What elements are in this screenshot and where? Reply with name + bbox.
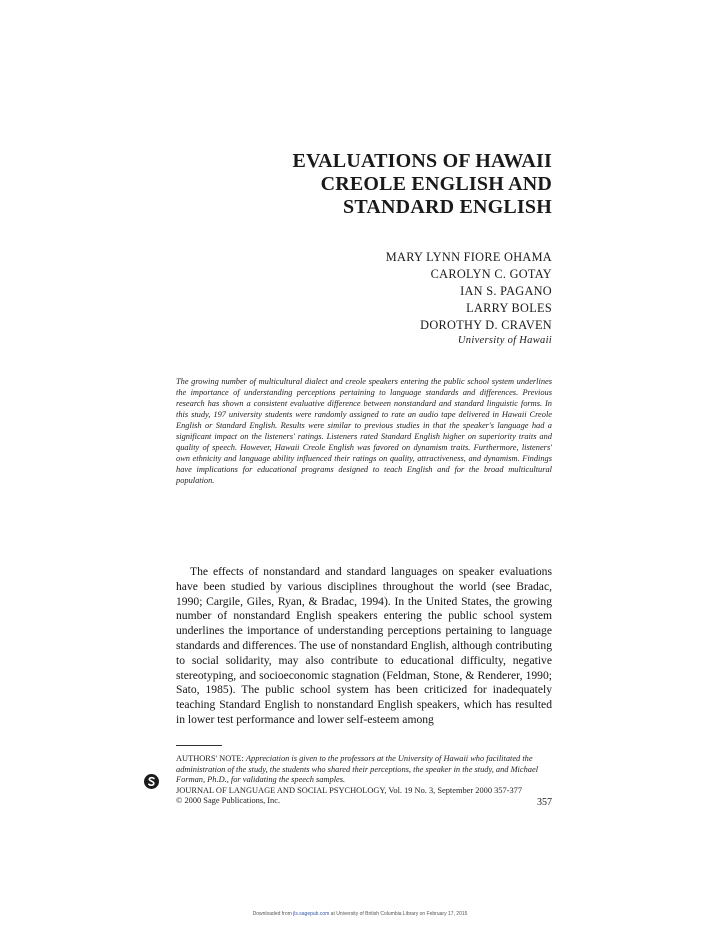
abstract: The growing number of multicultural dialect and creole speakers entering the public school system underlines the importance of understanding perceptions pertaining to language standards and differences. Previous research has shown a consistent evaluative difference between nonstandard and standard linguistic forms. In this study, 197 university students were randomly assigned to rate an audio tape delivered in Hawaii Creole English or Standard English. Results were similar to previous studies in that the speaker's language had a significant impact on the listeners' ratings. Listeners rated Standard English higher on superiority traits and quality of speech. However, Hawaii Creole English was favored on dynamism traits. Furthermore, listeners' own ethnicity and language ability influenced their ratings on quality, attractiveness, and dynamism. Findings have implications for educational programs designed to teach English and for the broad multicultural population. xyxy=(176,377,552,485)
author-name: CAROLYN C. GOTAY xyxy=(430,267,552,281)
journal-citation: JOURNAL OF LANGUAGE AND SOCIAL PSYCHOLOGY, Vol. 19 No. 3, September 2000 357-377 xyxy=(176,785,523,795)
author-name: MARY LYNN FIORE OHAMA xyxy=(385,250,552,264)
title-line-2: CREOLE ENGLISH AND xyxy=(320,173,552,195)
sage-logo-icon xyxy=(144,774,159,789)
authors-note-label: AUTHORS' NOTE: xyxy=(176,754,244,763)
title-line-3: STANDARD ENGLISH xyxy=(343,196,552,218)
article-title xyxy=(212,150,552,219)
footer-prefix: Downloaded from xyxy=(252,911,294,917)
footer-link[interactable]: jls.sagepub.com xyxy=(293,911,330,917)
copyright-line: © 2000 Sage Publications, Inc. xyxy=(176,796,281,806)
page-number: 357 xyxy=(537,797,552,808)
author-name: IAN S. PAGANO xyxy=(460,284,552,298)
footer-suffix: at University of British Columbia Library on February 17, 2015 xyxy=(329,911,468,917)
authors-note-text: Appreciation is given to the professors at the University of Hawaii who facilitated the administration of the study, the students who shared their perceptions, the speaker in the study, and Michael Forman, Ph.D., for validating the speech samples. xyxy=(176,754,539,785)
footnote-divider xyxy=(176,745,222,746)
download-footer xyxy=(0,911,720,917)
author-name: LARRY BOLES xyxy=(466,301,552,315)
author-list xyxy=(252,249,552,348)
body-paragraph: The effects of nonstandard and standard languages on speaker evaluations have been studied by various disciplines throughout the world (see Bradac, 1990; Cargile, Giles, Ryan, & Bradac, 1994). In the United States, the growing number of nonstandard English speakers entering the public school system underlines the importance of understanding perceptions pertaining to language standards and differences. The use of nonstandard English, although contributing to social solidarity, may also contribute to educational difficulty, negative stereotyping, and socioeconomic stagnation (Feldman, Stone, & Renderer, 1990; Sato, 1985). The public school system has been criticized for inadequately teaching Standard English to nonstandard English speakers, which has resulted in lower test performance and lower self-esteem among xyxy=(176,565,552,726)
body-text xyxy=(176,565,552,728)
footnotes xyxy=(176,754,552,807)
title-line-1: EVALUATIONS OF HAWAII xyxy=(292,150,552,172)
author-affiliation: University of Hawaii xyxy=(457,335,552,346)
authors-note xyxy=(176,754,552,786)
author-name: DOROTHY D. CRAVEN xyxy=(420,318,552,332)
